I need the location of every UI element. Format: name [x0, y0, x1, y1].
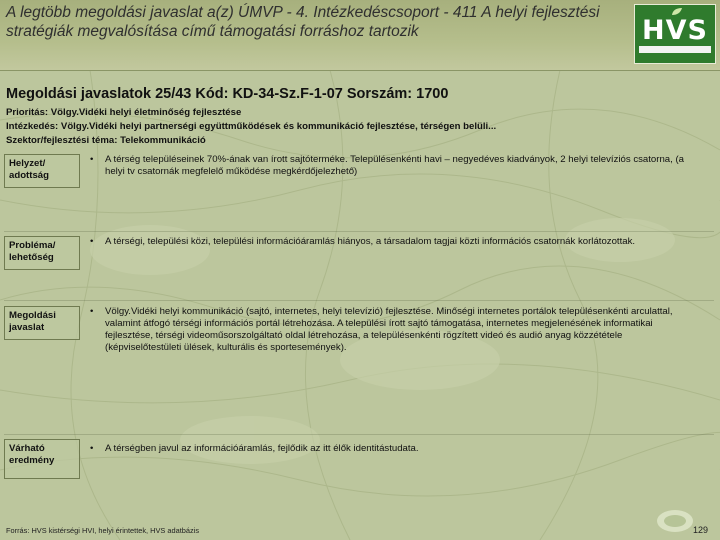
page-title: Megoldási javaslatok 25/43 Kód: KD-34-Sz.F-1-07 Sorszám: 1700: [6, 86, 449, 102]
row-label-solution: Megoldási javaslat: [4, 306, 80, 340]
logo-text: HVS: [642, 15, 708, 46]
row-text-solution: [90, 306, 700, 354]
row-text-problem: [90, 236, 700, 248]
footer-emblem-icon: [655, 508, 695, 534]
bullet-icon: •: [90, 154, 94, 165]
main-content: [0, 70, 720, 540]
priority-line: Prioritás: Völgy.Vidéki helyi életminőség fejlesztése: [6, 107, 242, 118]
row-text-problem-body: A térségi, települési közi, települési információáramlás hiányos, a társadalom tagjai közti információs csatornák korlátozottak.: [105, 236, 636, 247]
footer-source: Forrás: HVS kistérségi HVI, helyi érintettek, HVS adatbázis: [6, 526, 200, 535]
page-number: 129: [693, 525, 709, 535]
bullet-icon: •: [90, 236, 94, 247]
bullet-icon: •: [90, 306, 94, 317]
row-text-situation: [90, 154, 700, 178]
row-label-result: Várható eredmény: [4, 439, 80, 479]
row-divider: [4, 434, 714, 435]
row-text-situation-body: A térség településeinek 70%-ának van írott sajtóterméke. Településenkénti havi – negyedéves kiadványok, 2 helyi televíziós csatorna, (a helyi tv csatornák megfelelő működése megkérdőjelezhető): [105, 154, 684, 177]
row-label-problem: Probléma/ lehetőség: [4, 236, 80, 270]
row-label-situation: Helyzet/ adottság: [4, 154, 80, 188]
sector-line: Szektor/fejlesztési téma: Telekommunikáció: [6, 135, 206, 146]
header-title: A legtöbb megoldási javaslat a(z) ÚMVP - 4. Intézkedéscsoport - 411 A helyi fejlesztési stratégiák megvalósítása című támogatási forráshoz tartozik: [6, 4, 600, 40]
hvs-logo-icon: [634, 4, 716, 64]
measure-line: Intézkedés: Völgy.Vidéki helyi partnerségi együttműködések és kommunikáció fejlesztése, térségen belüli...: [6, 121, 497, 132]
row-divider: [4, 300, 714, 301]
row-text-result: [90, 443, 700, 455]
row-text-solution-body: Völgy.Vidéki helyi kommunikáció (sajtó, internetes, helyi televízió) fejlesztése. Minőségi internetes portálok településenkénti arculattal, valamint átfogó térségi információs portál létrehozása. A települési írott sajtó támogatása, internetes megjelenésének informatikai fejlesztése, térségi videoműsorszolgáltató oldal létrehozása, a településenkénti rögzített videó és audió anyag közzététele (képviselőtestületi ülések, kulturális és sportesemények).: [105, 306, 673, 353]
row-text-result-body: A térségben javul az információáramlás, fejlődik az itt élők identitástudata.: [105, 443, 419, 454]
logo-strip: [639, 46, 711, 53]
row-divider: [4, 231, 714, 232]
header-bar: [0, 0, 720, 71]
bullet-icon: •: [90, 443, 94, 454]
